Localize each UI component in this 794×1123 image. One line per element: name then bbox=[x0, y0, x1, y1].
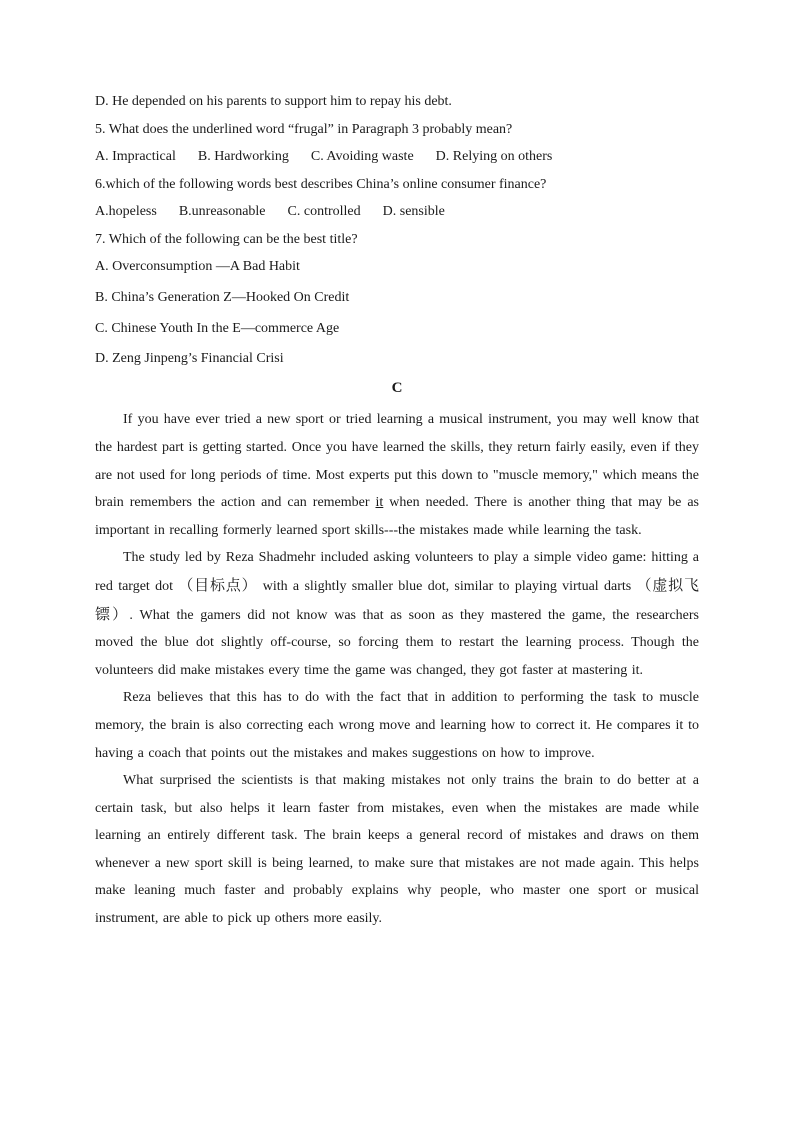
section-c-title: C bbox=[391, 380, 403, 397]
q5-option-d: D. Relying on others bbox=[435, 149, 553, 164]
questions-block bbox=[95, 92, 699, 368]
question-5-options bbox=[95, 147, 699, 166]
q5-option-b: B. Hardworking bbox=[197, 149, 289, 164]
q5-option-c: C. Avoiding waste bbox=[310, 149, 414, 164]
q6-option-b: B.unreasonable bbox=[178, 204, 266, 219]
passage-paragraph-1 bbox=[95, 406, 699, 544]
q7-option-a: A. Overconsumption —A Bad Habit bbox=[95, 259, 300, 274]
chinese-gloss-target-dot: （目标点） bbox=[178, 575, 258, 594]
q5-option-a: A. Impractical bbox=[95, 149, 176, 164]
paragraph-1-text-b: when needed. There is another thing that may be as important in recalling formerly learned sport skills---the mistakes made while learning the task. bbox=[95, 495, 700, 538]
chinese-gloss-virtual-darts: （虚拟飞镖） bbox=[95, 575, 699, 623]
prev-question-option-d: D. He depended on his parents to support him to repay his debt. bbox=[95, 94, 452, 109]
question-6-stem: 6.which of the following words best describes China’s online consumer finance? bbox=[95, 176, 547, 192]
passage-paragraph-4: What surprised the scientists is that making mistakes not only trains the brain to do better at a certain task, but also helps it learn faster from mistakes, even when the mistakes are made while learning an entirely different task. The brain keeps a general record of mistakes and draws on them whenever a new sport skill is being learned, to make sure that mistakes are not made again. This helps make leaning much faster and probably explains why people, who master one sport or musical instrument, are able to pick up others more easily. bbox=[95, 773, 699, 927]
q6-option-c: C. controlled bbox=[287, 204, 361, 219]
q7-option-d: D. Zeng Jinpeng’s Financial Crisi bbox=[95, 351, 284, 367]
question-7-stem: 7. Which of the following can be the best title? bbox=[95, 231, 358, 247]
passage-paragraph-3: Reza believes that this has to do with the fact that in addition to performing the task to muscle memory, the brain is also correcting each wrong move and learning how to correct it. He compares it to having a coach that points out the mistakes and makes suggestions on how to improve. bbox=[95, 690, 699, 761]
paragraph-2-text-c: . What the gamers did not know was that as soon as they mastered the game, the researchers moved the blue dot slightly off-course, so forcing them to restart the learning process. Though the volunteers did make mistakes every time the game was changed, they got faster at mastering it. bbox=[95, 607, 699, 678]
q6-option-a: A.hopeless bbox=[95, 204, 157, 219]
q7-option-b: B. China’s Generation Z—Hooked On Credit bbox=[95, 289, 350, 305]
question-6-options bbox=[95, 202, 699, 221]
paragraph-2-text-a: The study led by Reza Shadmehr included asking volunteers to play a simple video game: hitting a red target dot bbox=[95, 550, 699, 594]
paragraph-1-text-a: If you have ever tried a new sport or tried learning a musical instrument, you may well know that the hardest part is getting started. Once you have learned the skills, they return fairly easily, even if they are not used for long periods of time. Most experts put this down to "muscle memory," which means the brain remembers the action and can remember bbox=[95, 412, 699, 511]
q7-option-c: C. Chinese Youth In the E—commerce Age bbox=[95, 320, 340, 336]
paragraph-2-text-b: with a slightly smaller blue dot, similar to playing virtual darts bbox=[257, 578, 637, 594]
q6-option-d: D. sensible bbox=[382, 204, 445, 219]
question-5-stem: 5. What does the underlined word “frugal” in Paragraph 3 probably mean? bbox=[95, 121, 513, 137]
exam-page bbox=[95, 92, 699, 933]
underlined-word-it: it bbox=[375, 495, 384, 511]
passage-paragraph-2 bbox=[95, 544, 699, 684]
